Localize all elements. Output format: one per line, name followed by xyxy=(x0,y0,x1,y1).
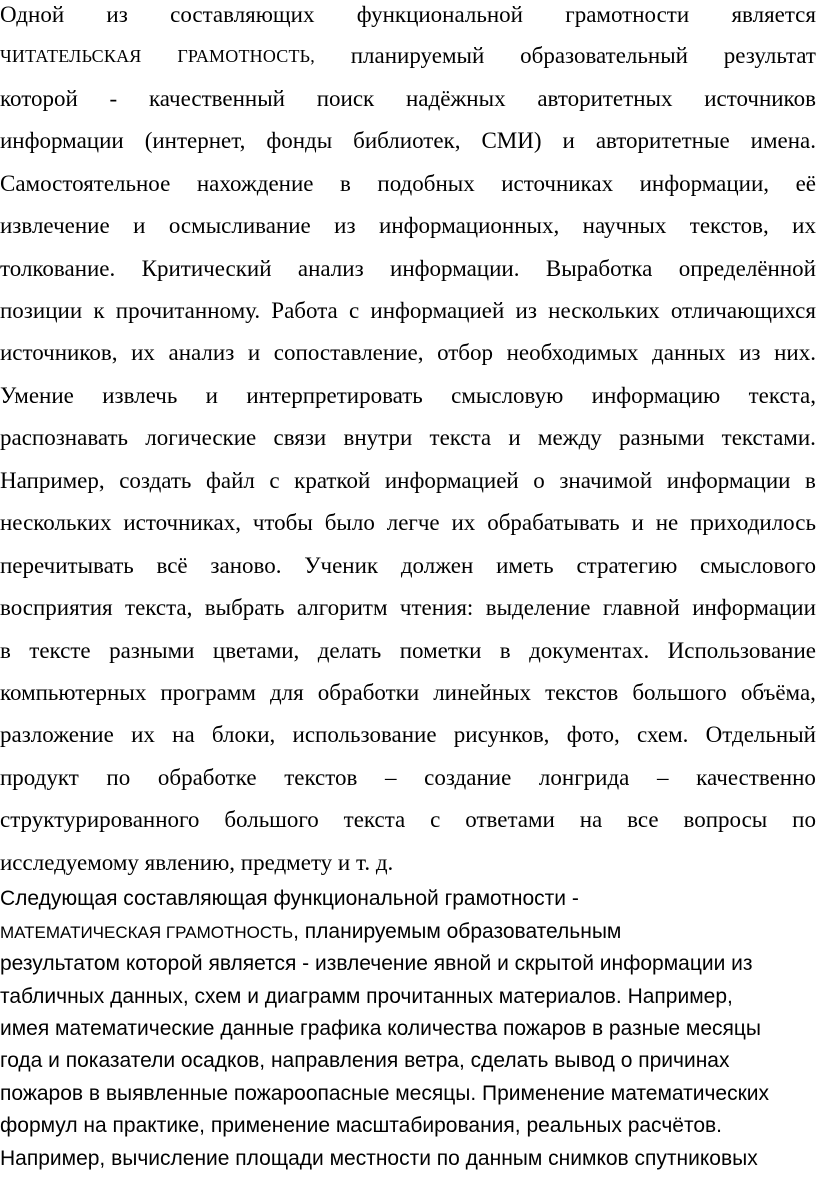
caps-phrase: МАТЕМАТИЧЕСКАЯ ГРАМОТНОСТЬ xyxy=(0,923,294,942)
word: является xyxy=(731,2,816,27)
word: схем. xyxy=(637,722,689,747)
word: извлечь xyxy=(102,383,178,408)
word: иметь xyxy=(496,553,554,578)
word: – xyxy=(657,765,669,790)
word: информации xyxy=(0,128,124,153)
word: сопоставление, xyxy=(273,340,424,365)
text-line xyxy=(0,84,816,114)
word: в xyxy=(499,638,511,663)
word: авторитетные xyxy=(595,128,730,153)
word: Отдельный xyxy=(705,722,816,747)
word: перечитывать xyxy=(0,553,134,578)
word: Умение xyxy=(0,383,74,408)
word: для xyxy=(269,680,304,705)
word: должен xyxy=(400,553,474,578)
word: источников, xyxy=(0,340,118,365)
word: СМИ) xyxy=(481,128,542,153)
word: в xyxy=(805,468,816,493)
text-line xyxy=(0,423,816,453)
word: легче xyxy=(386,510,440,535)
text-line xyxy=(0,720,816,750)
word: и xyxy=(508,425,521,450)
word: рисунков, xyxy=(453,722,550,747)
word: обработке xyxy=(157,765,257,790)
word: и xyxy=(133,213,146,238)
text-line xyxy=(0,381,816,411)
word: объёма, xyxy=(740,680,816,705)
word: Ученик xyxy=(304,553,379,578)
text-line xyxy=(0,0,816,30)
word: авторитетных xyxy=(537,86,673,111)
word: с xyxy=(348,298,360,323)
word: надёжных xyxy=(405,86,506,111)
word: логические xyxy=(145,425,257,450)
word: функциональной xyxy=(356,2,523,27)
word: о xyxy=(533,468,545,493)
word: с xyxy=(430,807,441,832)
text-line xyxy=(0,508,816,538)
word: качественно xyxy=(696,765,816,790)
word: ответами xyxy=(465,807,555,832)
word: разными xyxy=(109,638,195,663)
word: необходимых xyxy=(506,340,639,365)
word: их xyxy=(131,722,155,747)
word: лонгрида xyxy=(538,765,630,790)
word: значимой xyxy=(559,468,653,493)
word: не xyxy=(655,510,679,535)
word: них. xyxy=(774,340,816,365)
word: разложение xyxy=(0,722,114,747)
word: линейных xyxy=(433,680,532,705)
word: в xyxy=(340,171,351,196)
word: которой xyxy=(0,86,78,111)
text-line xyxy=(0,126,816,156)
word: информационных, xyxy=(379,213,560,238)
word: информацией xyxy=(384,468,519,493)
word: ГРАМОТНОСТЬ, xyxy=(177,46,315,66)
word: источниках xyxy=(501,171,614,196)
word: составляющих xyxy=(170,2,315,27)
text-line xyxy=(0,593,816,623)
text-line xyxy=(0,211,816,241)
word: большого xyxy=(224,807,319,832)
word: текстов xyxy=(284,765,358,790)
word: стратегию xyxy=(576,553,678,578)
word: нескольких xyxy=(0,510,112,535)
word: связи xyxy=(273,425,327,450)
word: данных xyxy=(652,340,726,365)
word: информации xyxy=(666,468,791,493)
word: прочитанному. xyxy=(115,298,261,323)
word: - xyxy=(109,86,118,111)
word: анализ xyxy=(168,340,235,365)
word: информации. xyxy=(390,256,520,281)
word: их xyxy=(131,340,155,365)
word: их xyxy=(792,213,816,238)
word: планируемый xyxy=(350,43,485,68)
word: к xyxy=(93,298,105,323)
word: программ xyxy=(160,680,256,705)
word: текста, xyxy=(125,595,193,620)
word: тексте xyxy=(29,638,91,663)
word: выбрать xyxy=(204,595,285,620)
word: Самостоятельное xyxy=(0,171,171,196)
word: внутри xyxy=(343,425,413,450)
word: и xyxy=(631,510,644,535)
text-line: Например, вычисление площади местности по данным снимков спутниковых xyxy=(0,1147,758,1170)
word: по xyxy=(106,765,131,790)
word: нахождение xyxy=(196,171,314,196)
word: из xyxy=(334,213,356,238)
word: из xyxy=(515,298,537,323)
word: текста, xyxy=(748,383,816,408)
text-line xyxy=(0,254,816,284)
word: текстов xyxy=(545,680,619,705)
word: пометки xyxy=(399,638,482,663)
text-line xyxy=(0,551,816,581)
word: на xyxy=(172,722,195,747)
word: из xyxy=(106,2,128,27)
word: краткой xyxy=(294,468,371,493)
word: осмысливание xyxy=(168,213,311,238)
word: было xyxy=(324,510,375,535)
word: алгоритм xyxy=(296,595,388,620)
word: информацией xyxy=(370,298,505,323)
word: компьютерных xyxy=(0,680,147,705)
word: текстов, xyxy=(689,213,769,238)
word: чтобы xyxy=(252,510,313,535)
word: фонды xyxy=(266,128,333,153)
word: Одной xyxy=(0,2,65,27)
text-line xyxy=(0,636,816,666)
text-line xyxy=(0,296,816,326)
text-line: пожаров в выявленные пожароопасные месяцы. Применение математических xyxy=(0,1082,770,1105)
word: ЧИТАТЕЛЬСКАЯ xyxy=(0,46,142,66)
word: Например, xyxy=(0,468,105,493)
word: толкование. xyxy=(0,256,116,281)
word: продукт xyxy=(0,765,79,790)
word: качественный xyxy=(148,86,285,111)
word: приходилось xyxy=(690,510,816,535)
word: позиции xyxy=(0,298,83,323)
word: документах. xyxy=(529,638,650,663)
word: научных xyxy=(582,213,667,238)
word: большого xyxy=(632,680,727,705)
text-line xyxy=(0,805,816,835)
word: делать xyxy=(317,638,382,663)
word: цветами, xyxy=(212,638,300,663)
word: создание xyxy=(424,765,512,790)
word: всё xyxy=(156,553,188,578)
word: результат xyxy=(723,43,816,68)
word: её xyxy=(795,171,816,196)
word: отличающихся xyxy=(670,298,816,323)
word: и xyxy=(562,128,575,153)
word: между xyxy=(537,425,602,450)
word: и xyxy=(247,340,261,365)
text-line xyxy=(0,338,816,368)
text-line: исследуемому явлению, предмету и т. д. xyxy=(0,850,394,875)
word: восприятия xyxy=(0,595,113,620)
word: Критический xyxy=(141,256,272,281)
word: образовательный xyxy=(520,43,688,68)
word: выделение xyxy=(485,595,591,620)
text-line: года и показатели осадков, направления ветра, сделать вывод о причинах xyxy=(0,1049,730,1072)
text-line xyxy=(0,918,816,946)
word: отбор xyxy=(437,340,494,365)
word: заново. xyxy=(210,553,282,578)
word: библиотек, xyxy=(353,128,461,153)
text-line: формул на практике, применение масштабирования, реальных расчётов. xyxy=(0,1114,722,1137)
word: в xyxy=(0,638,11,663)
word: интерпретировать xyxy=(246,383,423,408)
word: нескольких xyxy=(548,298,660,323)
text-line xyxy=(0,466,816,496)
word: вопросы xyxy=(683,807,768,832)
word: структурированного xyxy=(0,807,200,832)
word: Использование xyxy=(667,638,816,663)
word: Работа xyxy=(271,298,338,323)
text-line: Следующая составляющая функциональной грамотности - xyxy=(0,887,579,910)
text-line xyxy=(0,763,816,793)
word: с xyxy=(269,468,280,493)
text-line: имея математические данные графика количества пожаров в разные месяцы xyxy=(0,1017,761,1040)
word: – xyxy=(385,765,397,790)
word: анализ xyxy=(297,256,364,281)
word: имена. xyxy=(750,128,816,153)
word: информации, xyxy=(639,171,770,196)
word: из xyxy=(739,340,761,365)
word: обрабатывать xyxy=(487,510,620,535)
word: их xyxy=(451,510,476,535)
word: чтения: xyxy=(399,595,474,620)
word: текстами. xyxy=(721,425,816,450)
text-line: результатом которой является - извлечение явной и скрытой информации из xyxy=(0,952,753,975)
text-line: табличных данных, схем и диаграмм прочитанных материалов. Например, xyxy=(0,985,733,1008)
word: разными xyxy=(619,425,705,450)
word: смыслового xyxy=(700,553,816,578)
line-rest: , планируемым образовательным xyxy=(293,920,622,943)
word: и xyxy=(205,383,218,408)
word: смысловую xyxy=(451,383,564,408)
word: текста xyxy=(343,807,406,832)
word: источников xyxy=(704,86,816,111)
word: блоки, xyxy=(211,722,276,747)
word: извлечение xyxy=(0,213,110,238)
word: все xyxy=(627,807,659,832)
word: по xyxy=(792,807,816,832)
word: создать xyxy=(119,468,192,493)
word: распознавать xyxy=(0,425,129,450)
word: (интернет, xyxy=(144,128,246,153)
word: фото, xyxy=(566,722,620,747)
text-line xyxy=(0,41,816,71)
text-line xyxy=(0,169,816,199)
word: главной xyxy=(602,595,680,620)
word: поиск xyxy=(316,86,375,111)
word: подобных xyxy=(377,171,475,196)
word: Выработка xyxy=(545,256,653,281)
word: обработки xyxy=(317,680,420,705)
word: информации xyxy=(692,595,816,620)
word: источниках, xyxy=(123,510,241,535)
word: информацию xyxy=(591,383,721,408)
word: использование xyxy=(292,722,437,747)
word: определённой xyxy=(678,256,816,281)
text-line xyxy=(0,678,816,708)
word: текста xyxy=(429,425,492,450)
word: грамотности xyxy=(565,2,690,27)
word: на xyxy=(579,807,603,832)
word: файл xyxy=(205,468,255,493)
